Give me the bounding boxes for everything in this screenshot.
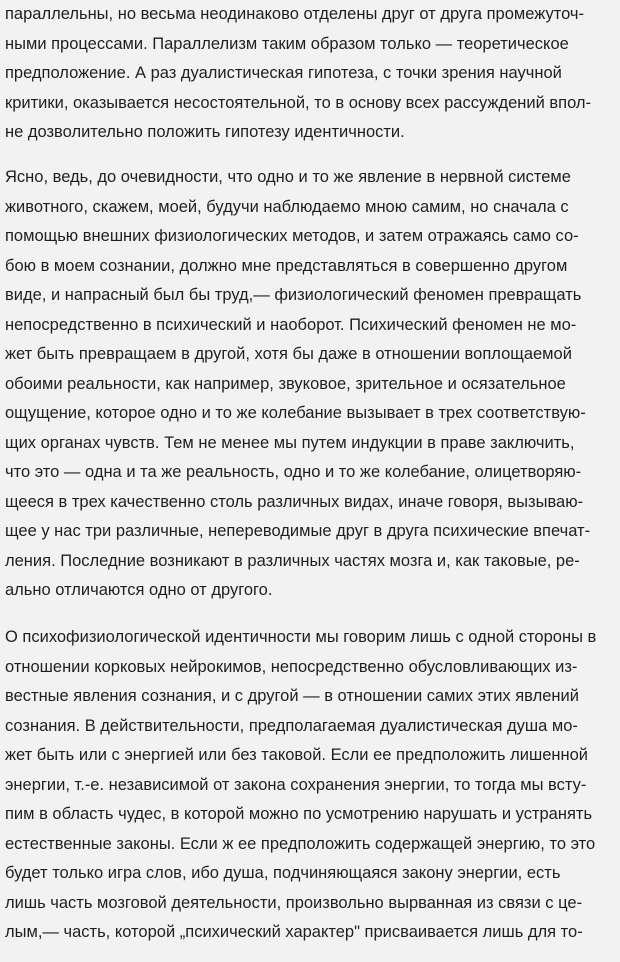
text-line: ления. Последние возникают в различных частях мозга и, как таковые, ре- <box>5 551 580 570</box>
text-line: непосредственно в психический и наоборот. Психический феномен не мо- <box>5 315 577 334</box>
text-line: щих органах чувств. Тем не менее мы путем индукции в праве заключить, <box>5 433 575 452</box>
text-line: щее у нас три различные, непереводимые друг в друга психические впечат- <box>5 522 591 540</box>
paragraph-2 <box>5 163 590 606</box>
paragraph-1 <box>5 0 591 148</box>
text-line: параллельны, но весьма неодинаково отделены друг от друга промежуточ- <box>5 5 584 23</box>
text-line: предположение. А раз дуалистическая гипотеза, с точки зрения научной <box>5 64 562 82</box>
text-line: ально отличаются одно от другого. <box>5 581 273 599</box>
text-line: О психофизиологической идентичности мы говорим лишь с одной стороны в <box>5 628 597 646</box>
text-line: сознания. В действительности, предполагаемая дуалистическая душа мо- <box>5 716 578 735</box>
text-line: энергии, т.-е. независимой от закона сохранения энергии, то тогда мы всту- <box>5 775 587 794</box>
text-line: ощущение, которое одно и то же колебание вызывает в трех соответствую- <box>5 404 586 422</box>
text-line: отношении корковых нейрокимов, непосредственно обусловливающих из- <box>5 657 578 676</box>
text-line: животного, скажем, моей, будучи наблюдаемо мною самим, но сначала с <box>5 197 569 216</box>
paragraph-3 <box>5 623 596 948</box>
text-line: виде, и напрасный был бы труд,— физиологический феномен превращать <box>5 286 582 304</box>
text-line: вестные явления сознания, и с другой — в отношении самих этих явлений <box>5 687 579 705</box>
text-line: критики, оказывается несостоятельной, то в основу всех рассуждений впол- <box>5 93 592 112</box>
text-line: лым,— часть, которой „психический характер" присваивается лишь для то- <box>5 923 583 941</box>
text-line: пим в область чудес, в которой можно по усмотрению нарушать и устранять <box>5 805 593 823</box>
text-line: что это — одна и та же реальность, одно и то же колебание, олицетворяю- <box>5 463 582 481</box>
text-line: ными процессами. Параллелизм таким образом только — теоретическое <box>5 34 569 53</box>
text-line: жет быть или с энергией или без таковой. Если ее предположить лишенной <box>5 746 588 764</box>
text-line: щееся в трех качественно столь различных видах, иначе говоря, вызываю- <box>5 492 584 511</box>
text-line: обоими реальности, как например, звуковое, зрительное и осязательное <box>5 374 566 393</box>
text-line: Ясно, ведь, до очевидности, что одно и то же явление в нервной системе <box>5 168 571 186</box>
text-line: помощью внешних физиологических методов, и затем отражаясь само со- <box>5 227 579 245</box>
text-line: жет быть превращаем в другой, хотя бы даже в отношении воплощаемой <box>5 345 572 363</box>
text-line: естественные законы. Если ж ее предположить содержащей энергию, то это <box>5 834 596 853</box>
text-line: будет только игра слов, ибо душа, подчиняющаяся закону энергии, есть <box>5 864 561 882</box>
text-line: лишь часть мозговой деятельности, произвольно вырванная из связи с це- <box>5 893 583 912</box>
text-line: бою в моем сознании, должно мне представляться в совершенно другом <box>5 256 568 275</box>
text-line: не дозволительно положить гипотезу идентичности. <box>5 123 405 141</box>
